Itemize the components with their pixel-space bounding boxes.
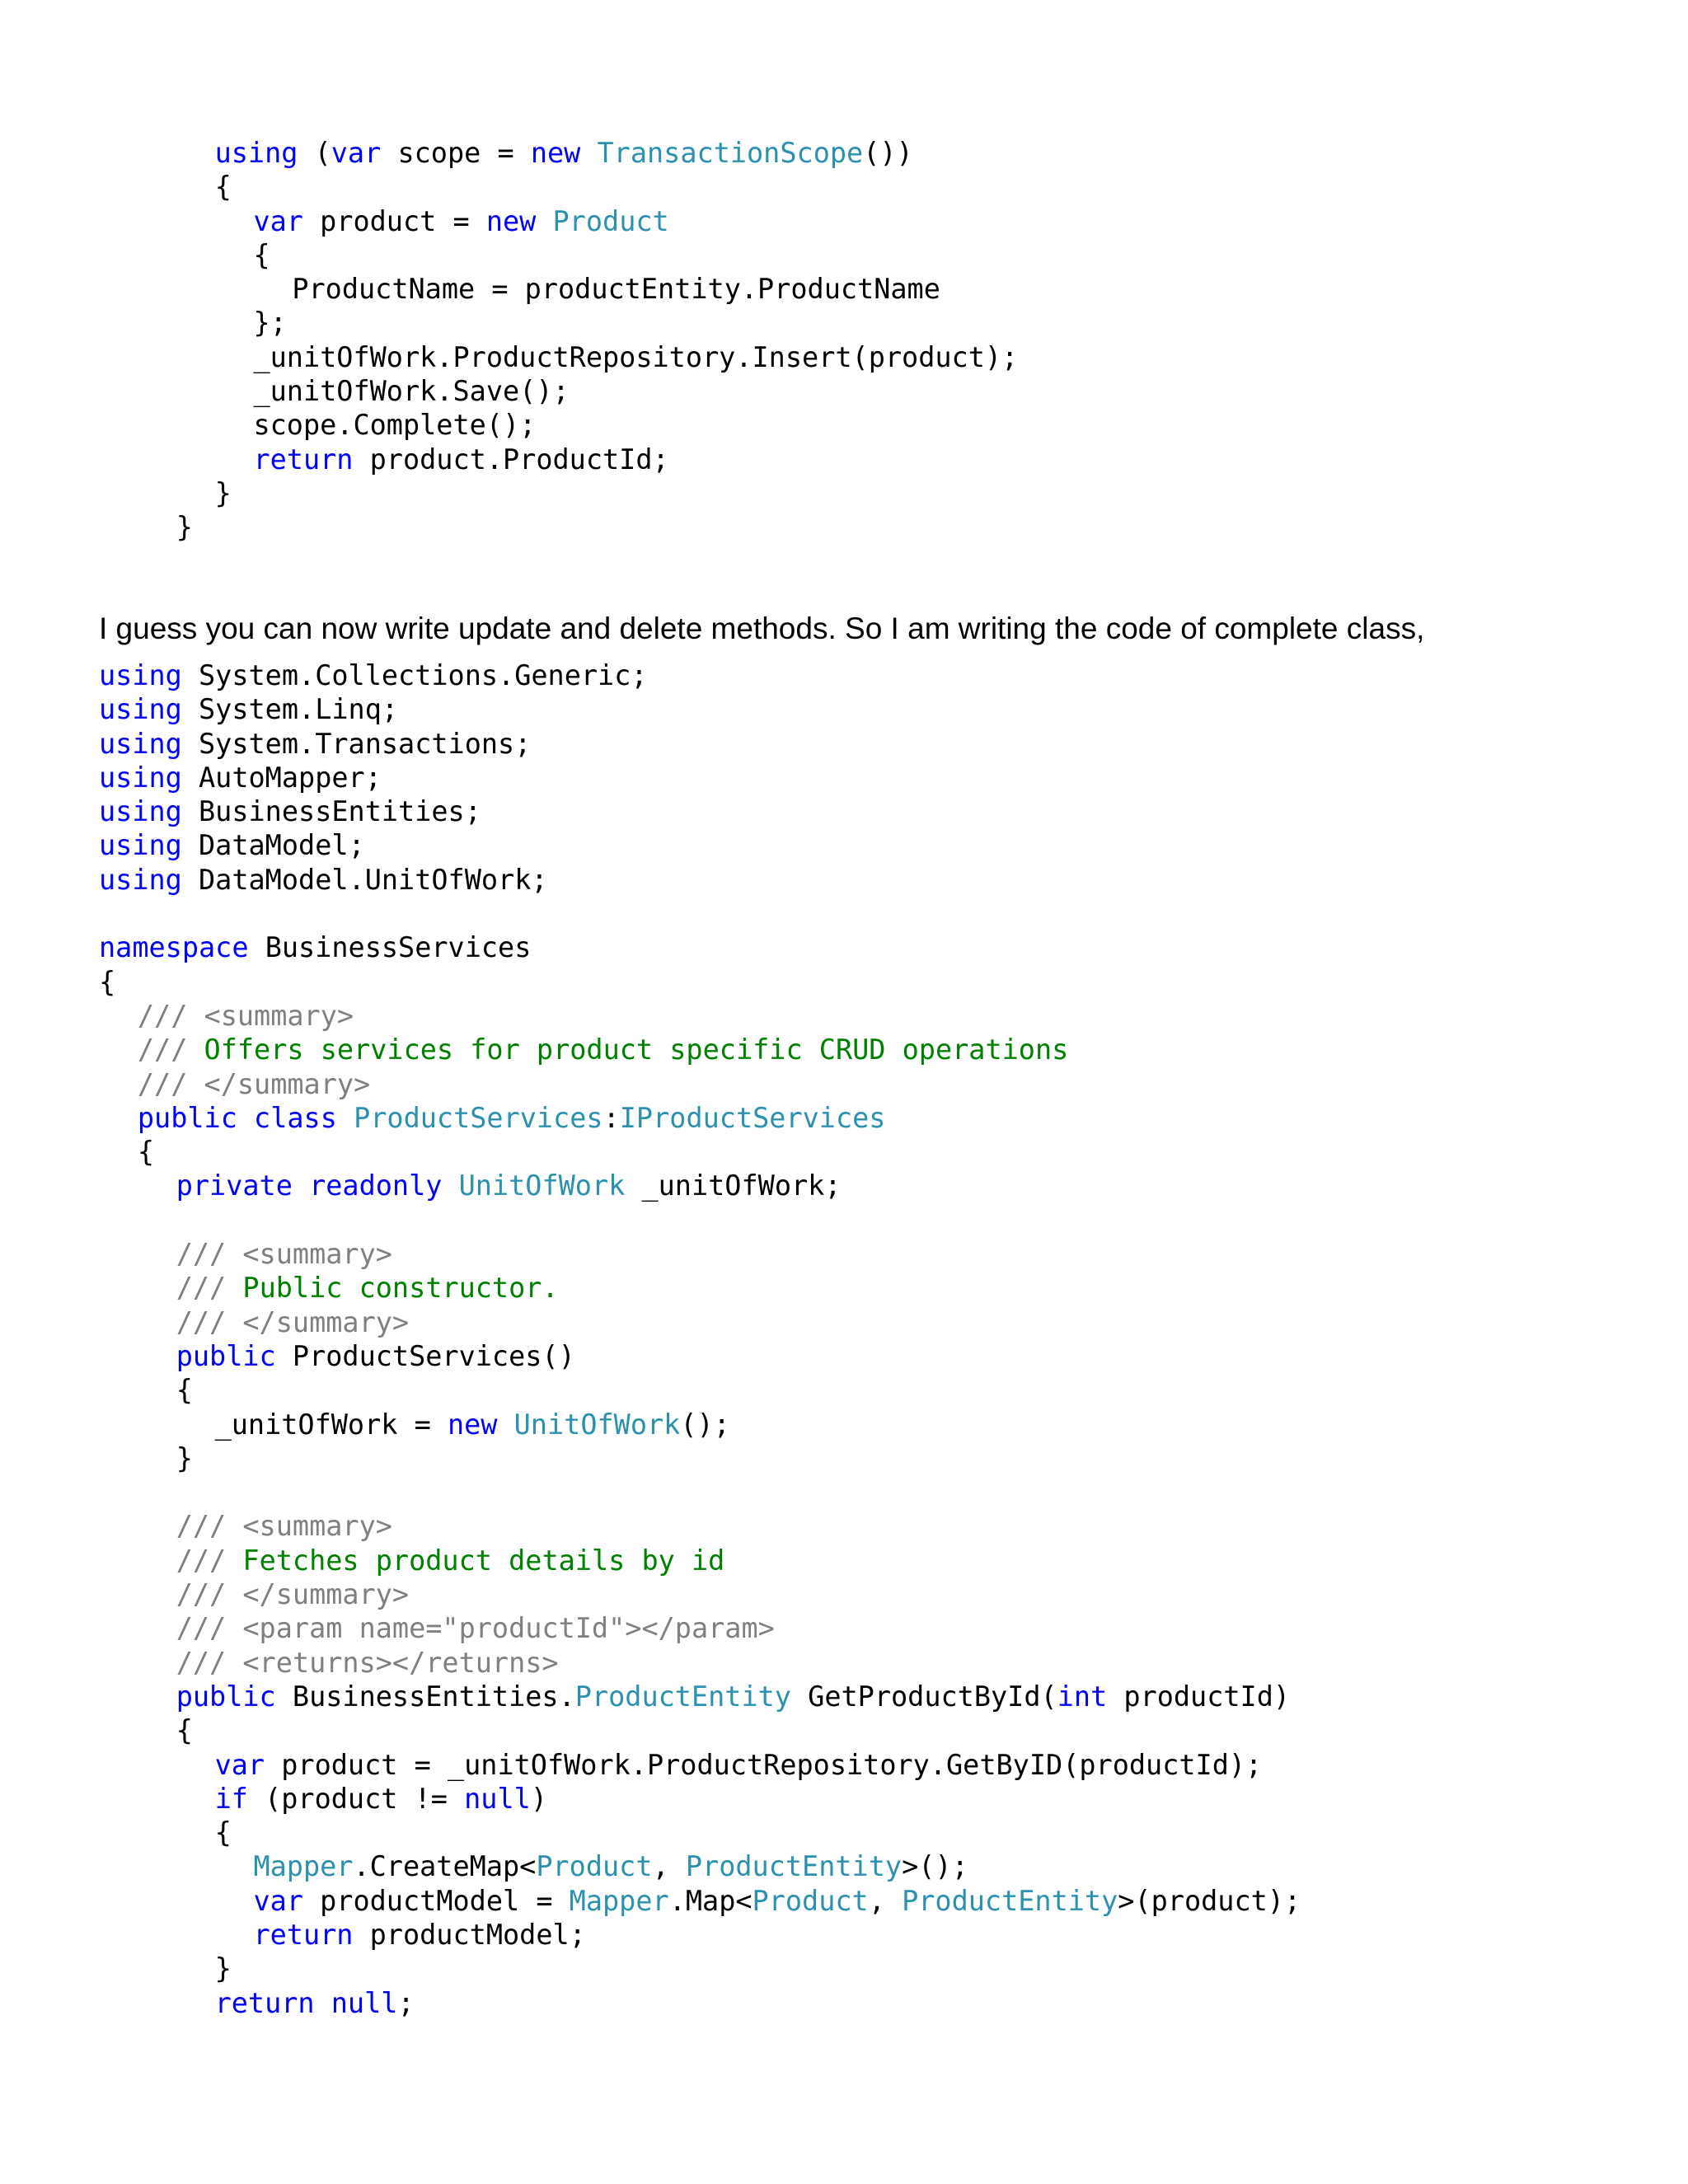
code-doc-tag: /// <summary> [137,999,354,1032]
code-type: UnitOfWork [513,1408,681,1441]
code-text: >(product); [1118,1884,1301,1917]
code-text: product.ProductId; [353,443,669,476]
code-line [0,1680,1301,1713]
code-doc-tag: /// <summary> [176,1510,392,1543]
code-keyword: readonly [309,1169,443,1202]
code-line [0,999,1301,1033]
code-text: { [137,1136,155,1169]
code-block-product-services [0,658,1301,2020]
code-line [0,1577,1301,1611]
code-type: UnitOfWork [458,1169,626,1202]
code-type: Product [752,1884,869,1917]
code-keyword: new [485,204,537,237]
code-text: BusinessEntities. [275,1680,575,1713]
code-text: _unitOfWork; [625,1169,842,1202]
code-keyword: var [253,1884,303,1917]
code-text: { [214,171,232,204]
code-doc-tag: /// <param name="productId"></param> [176,1612,775,1645]
code-text: DataModel.UnitOfWork; [181,863,548,896]
code-line [0,1509,1301,1543]
code-line [0,1271,1301,1305]
code-text: } [214,476,232,509]
code-type: Mapper [253,1850,354,1883]
code-text: { [176,1714,193,1747]
code-comment: Offers services for product specific CRUD operations [187,1033,1069,1066]
code-keyword: public [176,1680,276,1713]
code-keyword: var [331,137,382,169]
code-text: ()) [863,137,913,169]
code-keyword: new [530,137,581,169]
code-line [0,510,1018,544]
code-line [0,170,1018,204]
code-text: System.Collections.Generic; [181,659,648,691]
code-line [0,1986,1301,2020]
code-keyword: class [254,1101,337,1134]
code-keyword: new [447,1408,498,1441]
code-type: IProductServices [619,1101,886,1134]
code-type: Mapper [569,1884,669,1917]
code-line [0,476,1018,510]
code-type: ProductEntity [902,1884,1118,1917]
code-line [0,794,1301,828]
code-line [0,374,1018,408]
code-text [237,1102,254,1134]
code-line [0,1713,1301,1747]
code-keyword: public [137,1101,237,1134]
code-text: scope = [381,137,531,169]
code-text: .CreateMap< [353,1850,537,1883]
code-line [0,1611,1301,1645]
code-doc-tag: /// [176,1272,227,1305]
code-line [0,1237,1301,1271]
code-text [337,1102,354,1134]
code-keyword: using [99,829,182,862]
prose-paragraph: I guess you can now write update and delete methods. So I am writing the code of complete class, [99,612,1425,645]
code-keyword: using [99,659,182,691]
code-line [0,1169,1301,1202]
code-doc-tag: /// </summary> [176,1305,410,1338]
code-line [0,272,1018,306]
code-text: , [868,1884,903,1917]
code-text: ProductServices() [275,1339,575,1372]
code-text: DataModel; [181,829,365,862]
code-line [0,1544,1301,1577]
code-keyword: using [99,761,182,794]
code-keyword: null [464,1782,531,1815]
code-line [0,306,1018,340]
code-line [0,692,1301,726]
code-type: Product [536,1850,653,1883]
code-keyword: return [253,1918,354,1951]
code-line [0,1918,1301,1952]
code-text: { [99,965,116,998]
code-text [580,137,597,169]
code-text: scope.Complete(); [253,409,537,442]
code-doc-tag: /// <summary> [176,1238,392,1271]
code-keyword: return [253,443,354,476]
code-keyword: null [331,1986,398,2019]
code-text: }; [253,307,287,340]
code-text: } [214,1952,232,1985]
code-text: { [253,238,270,271]
code-line [0,443,1018,476]
code-type: ProductEntity [685,1850,903,1883]
code-text [497,1408,513,1441]
code-text [536,205,552,237]
code-line [0,828,1301,862]
code-text: BusinessEntities; [181,795,481,828]
code-line [0,930,1301,964]
code-text: productModel = [302,1884,570,1917]
code-line [0,727,1301,761]
code-keyword: using [99,795,182,828]
code-line [0,1339,1301,1373]
code-text: ProductName = productEntity.ProductName [292,273,940,306]
code-keyword: var [214,1748,265,1781]
code-type: Product [552,204,669,237]
code-text: AutoMapper; [181,761,382,794]
code-text: { [214,1816,232,1849]
code-text: } [176,511,193,544]
code-text: } [176,1441,193,1474]
code-text: , [652,1850,686,1883]
code-text: ( [298,137,331,169]
code-line [0,1441,1301,1475]
code-type: ProductEntity [574,1680,791,1713]
code-keyword: int [1057,1680,1108,1713]
code-line [0,340,1018,374]
code-text: BusinessServices [248,931,532,964]
code-keyword: using [99,863,182,896]
code-keyword: using [99,727,182,760]
code-keyword: public [176,1339,276,1372]
code-keyword: return [214,1986,315,2019]
code-line [0,1408,1301,1441]
code-text: _unitOfWork.ProductRepository.Insert(product); [253,340,1019,373]
code-line [0,1816,1301,1849]
code-line [0,1475,1301,1509]
code-text: product = _unitOfWork.ProductRepository.GetByID(productId); [265,1748,1263,1781]
code-line [0,136,1018,170]
code-text: product = [302,204,486,237]
code-text: System.Transactions; [181,727,532,760]
code-text: (product != [247,1782,465,1815]
code-line [0,238,1018,272]
code-type: TransactionScope [597,137,864,169]
code-line [0,204,1018,238]
code-block-transaction [0,136,1018,545]
code-keyword: using [214,137,298,169]
code-text: (); [680,1408,730,1441]
code-text: _unitOfWork = [214,1408,448,1441]
code-doc-tag: /// <returns></returns> [176,1646,559,1679]
code-comment: Public constructor. [226,1272,559,1305]
code-text: : [603,1101,620,1134]
code-line [0,1305,1301,1339]
code-keyword: namespace [99,931,249,964]
code-line [0,1101,1301,1135]
code-line [0,408,1018,442]
code-text: GetProductById( [790,1680,1057,1713]
code-text: _unitOfWork.Save(); [253,375,570,408]
code-line [0,761,1301,794]
code-text: System.Linq; [181,693,399,726]
code-text [442,1169,458,1202]
code-text: ) [530,1782,547,1815]
code-keyword: private [176,1169,293,1202]
code-line [0,1952,1301,1985]
code-line [0,1782,1301,1816]
code-doc-tag: /// </summary> [176,1578,410,1611]
code-line [0,1884,1301,1918]
code-text [315,1987,331,2019]
code-doc-tag: /// </summary> [137,1067,371,1100]
code-doc-tag: /// [137,1033,188,1066]
code-text: >(); [902,1850,968,1883]
code-line [0,1373,1301,1407]
code-line [0,658,1301,692]
code-line [0,863,1301,897]
code-keyword: var [253,204,303,237]
code-text: .Map< [668,1884,753,1917]
code-doc-tag: /// [176,1544,227,1577]
code-text: ; [397,1986,415,2019]
code-text: productId) [1107,1680,1291,1713]
code-line [0,1203,1301,1237]
code-line [0,897,1301,930]
code-comment: Fetches product details by id [226,1544,725,1577]
code-text: { [176,1374,193,1407]
code-text: productModel; [353,1918,586,1951]
code-line [0,1135,1301,1169]
code-keyword: using [99,693,182,726]
code-type: ProductServices [354,1101,603,1134]
code-line [0,1646,1301,1680]
code-line [0,965,1301,999]
code-line [0,1067,1301,1101]
code-text [293,1169,309,1202]
code-line [0,1033,1301,1066]
code-keyword: if [214,1782,248,1815]
code-line [0,1849,1301,1883]
code-line [0,1748,1301,1782]
